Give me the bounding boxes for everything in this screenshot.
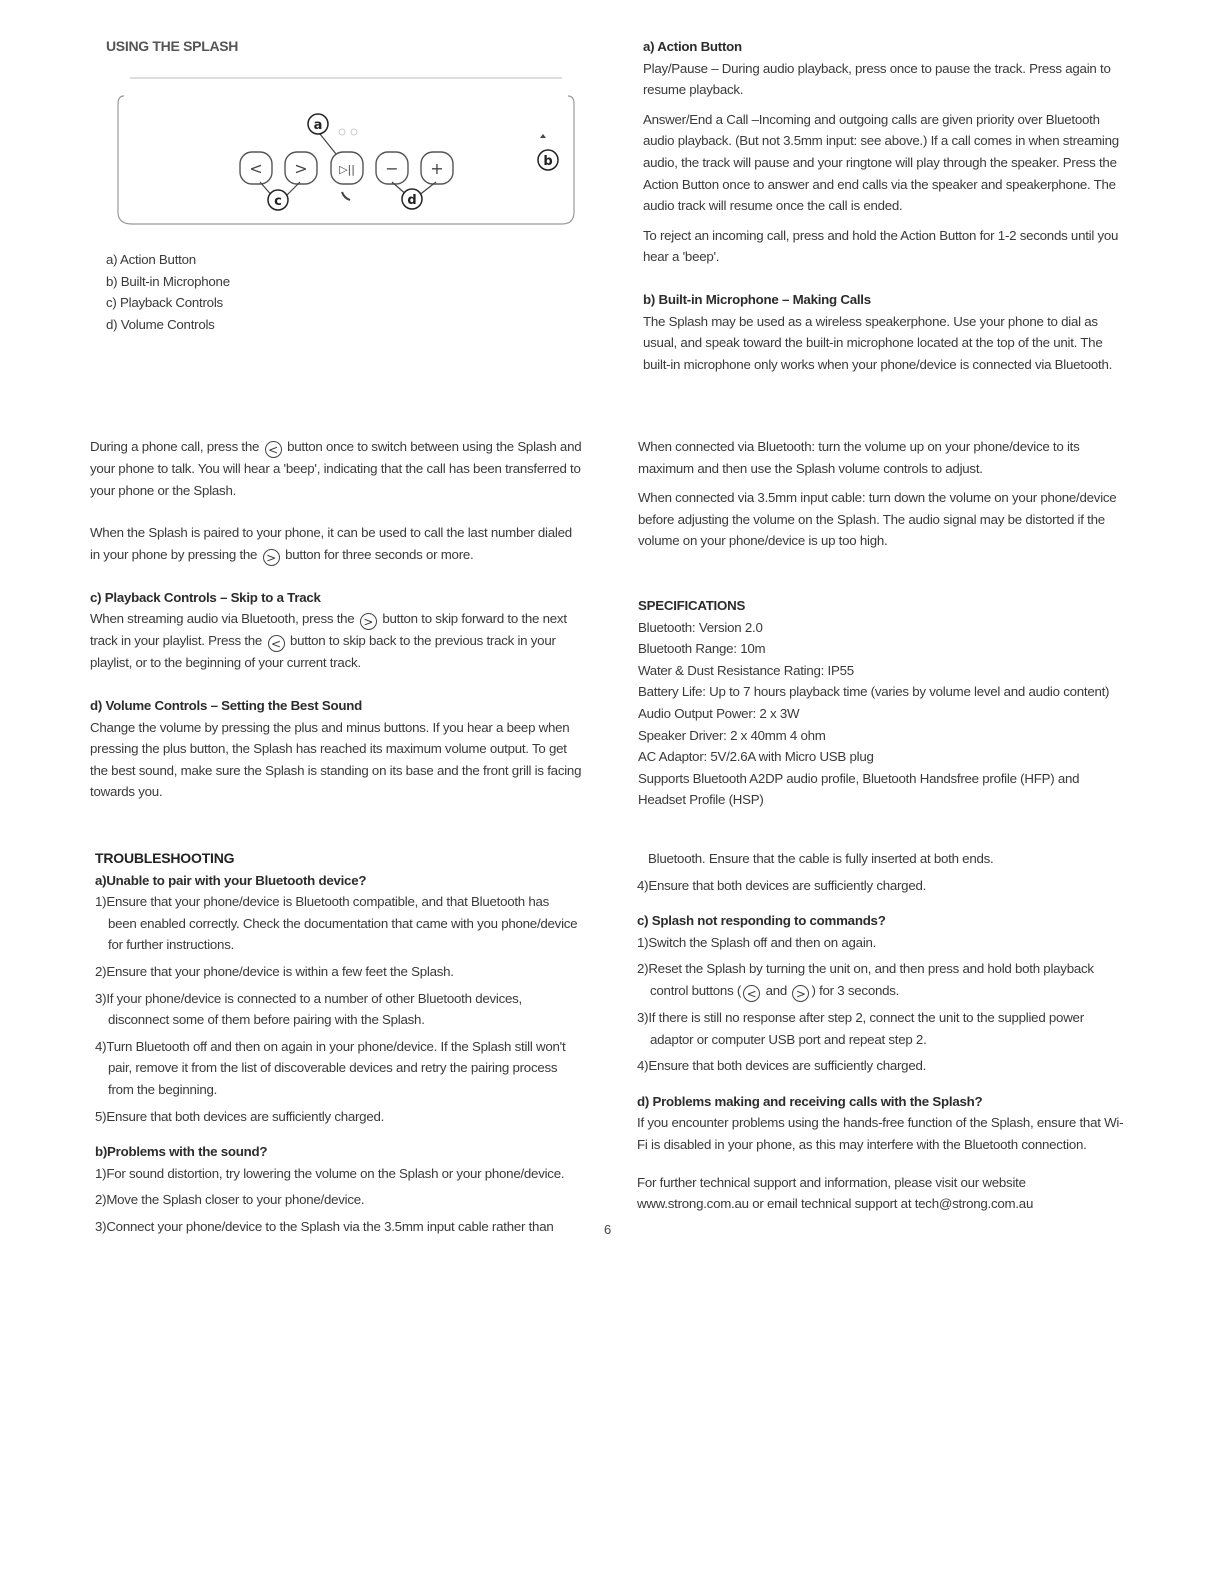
call-switch-text: During a phone call, press the < button once to switch between using the Splash and your phone to talk. You will hear a 'beep', indicating that the call has been transferred to your phone or the Splash. (90, 439, 582, 498)
calls-text: If you encounter problems using the hands-free function of the Splash, ensure that Wi-Fi is disabled in your phone, as this may interfere with the Bluetooth connection. (637, 1115, 1124, 1152)
call-section (90, 436, 582, 803)
list-item: 3)If your phone/device is connected to a number of other Bluetooth devices, disconnect some of them before pairing with the Splash. (95, 990, 522, 1028)
bluetooth-volume-text: When connected via Bluetooth: turn the volume up on your phone/device to its maximum and then use the Splash volume controls to adjust. (638, 439, 1080, 476)
page-number: 6 (604, 1222, 612, 1237)
svg-text:>: > (294, 159, 308, 178)
list-item: 2)Ensure that your phone/device is within a few feet the Splash. (95, 963, 454, 979)
commands-heading: c) Splash not responding to commands? (637, 913, 886, 929)
legend-item: d) Volume Controls (106, 316, 215, 332)
spec-item: Bluetooth: Version 2.0 (638, 619, 763, 635)
page-title: USING THE SPLASH (106, 38, 239, 54)
svg-text:+: + (430, 159, 444, 178)
play-pause-text: Play/Pause – During audio playback, press once to pause the track. Press again to resume playback. (643, 60, 1111, 98)
action-button-heading: a) Action Button (643, 39, 742, 54)
troubleshooting-left (95, 848, 580, 1238)
phone-icon (342, 192, 350, 200)
svg-text:d: d (407, 193, 417, 208)
list-item: 2)Reset the Splash by turning the unit on, and then press and hold both playback control buttons ( < and > ) for 3 seconds. (637, 961, 1094, 1001)
spec-item: Bluetooth Range: 10m (638, 641, 766, 657)
list-item-continued: Bluetooth. Ensure that the cable is fully inserted at both ends. (648, 851, 994, 866)
list-item: 4)Turn Bluetooth off and then on again in your phone/device. If the Splash still won't pair, remove it from the list of discoverable devices and retry the pairing process from the beginning. (95, 1038, 566, 1097)
specifications (638, 595, 1128, 811)
microphone-heading: b) Built-in Microphone – Making Calls (643, 291, 871, 307)
svg-text:a: a (313, 118, 323, 133)
microphone-icon (540, 134, 546, 138)
list-item: 3)Connect your phone/device to the Splash via the 3.5mm input cable rather than (95, 1218, 554, 1234)
spec-item: Audio Output Power: 2 x 3W (638, 705, 800, 721)
svg-text:<: < (249, 159, 263, 178)
list-item: 1)For sound distortion, try lowering the volume on the Splash or your phone/device. (95, 1165, 565, 1181)
reject-call-text: To reject an incoming call, press and hold the Action Button for 1-2 seconds until you hear a 'beep'. (643, 227, 1119, 265)
redial-text: When the Splash is paired to your phone, it can be used to call the last number dialed in your phone by pressing the > button for three seconds or more. (90, 525, 572, 565)
next-button-icon: > (792, 985, 809, 1002)
list-item: 5)Ensure that both devices are sufficiently charged. (95, 1108, 385, 1124)
troubleshooting-heading: TROUBLESHOOTING (95, 850, 235, 866)
svg-text:−: − (385, 159, 399, 178)
microphone-text: The Splash may be used as a wireless speakerphone. Use your phone to dial as usual, and speak toward the built-in microphone located at the top of the unit. The built-in microphone only works when your phone/device is connected via Bluetooth. (643, 313, 1113, 372)
spec-item: AC Adaptor: 5V/2.6A with Micro USB plug (638, 749, 874, 765)
next-button-icon (285, 152, 317, 184)
prev-button-icon: < (268, 635, 285, 652)
next-button-icon: > (360, 613, 377, 630)
volume-heading: d) Volume Controls – Setting the Best Sound (90, 697, 362, 713)
spec-item: Speaker Driver: 2 x 40mm 4 ohm (638, 727, 826, 743)
callout-c (268, 190, 288, 210)
list-item: 4)Ensure that both devices are sufficiently charged. (637, 1058, 927, 1074)
volume-up-button-icon (421, 152, 453, 184)
svg-text:▷||: ▷|| (339, 163, 355, 176)
legend-item: c) Playback Controls (106, 295, 223, 311)
callout-d (402, 189, 422, 209)
svg-text:c: c (274, 194, 282, 209)
legend-item: a) Action Button (106, 252, 196, 267)
prev-button-icon: < (743, 985, 760, 1002)
prev-button-icon: < (265, 441, 282, 458)
volume-text: Change the volume by pressing the plus and minus buttons. If you hear a beep when pressing the plus button, the Splash has reached its maximum volume output. To get the best sound, make sure the Splash is standing on its base and the front grill is facing towards you. (90, 719, 582, 800)
calls-heading: d) Problems making and receiving calls with the Splash? (637, 1093, 983, 1109)
prev-button-icon (240, 152, 272, 184)
diagram-legend (106, 249, 406, 335)
answer-call-text: Answer/End a Call –Incoming and outgoing calls are given priority over Bluetooth audio playback. (But not 3.5mm input: see above.) If a call comes in when streaming audio, the track will pause and your ringtone will play through the speaker. Press the Action Button once to answer and end calls via the speaker and speakerphone. The audio track will resume once the call is ended. (643, 111, 1119, 214)
list-item: 2)Move the Splash closer to your phone/device. (95, 1192, 365, 1208)
spec-item: Battery Life: Up to 7 hours playback time (varies by volume level and audio content) (638, 684, 1110, 700)
list-item: 3)If there is still no response after step 2, connect the unit to the supplied power adaptor or computer USB port and repeat step 2. (637, 1009, 1084, 1047)
legend-item: b) Built-in Microphone (106, 273, 230, 289)
volume-notes (638, 436, 1128, 552)
troubleshooting-right (637, 848, 1127, 1215)
control-panel-diagram (110, 72, 590, 234)
list-item: 1)Ensure that your phone/device is Bluetooth compatible, and that Bluetooth has been enabled correctly. Check the documentation that came with you phone/device for further instructions. (95, 894, 578, 953)
spec-item: Supports Bluetooth A2DP audio profile, Bluetooth Handsfree profile (HFP) and Headset Profile (HSP) (638, 770, 1080, 808)
sound-heading: b)Problems with the sound? (95, 1144, 268, 1160)
next-button-icon: > (263, 549, 280, 566)
list-item: 1)Switch the Splash off and then on again. (637, 934, 877, 950)
spec-item: Water & Dust Resistance Rating: IP55 (638, 662, 854, 678)
playback-heading: c) Playback Controls – Skip to a Track (90, 589, 321, 605)
pairing-heading: a)Unable to pair with your Bluetooth device? (95, 872, 367, 888)
svg-text:b: b (543, 154, 553, 169)
action-button-section (643, 36, 1128, 375)
cable-volume-text: When connected via 3.5mm input cable: turn down the volume on your phone/device before adjusting the volume on the Splash. The audio signal may be distorted if the volume on your phone/device is up too high. (638, 490, 1117, 549)
support-text: For further technical support and information, please visit our website www.strong.com.au or email technical support at tech@strong.com.au (637, 1174, 1034, 1212)
callout-a (308, 114, 328, 134)
volume-down-button-icon (376, 152, 408, 184)
list-item: 4)Ensure that both devices are sufficiently charged. (637, 877, 927, 893)
callout-b (538, 150, 558, 170)
play-pause-button-icon (331, 152, 363, 184)
specifications-heading: SPECIFICATIONS (638, 598, 746, 613)
playback-text: When streaming audio via Bluetooth, press the > button to skip forward to the next track in your playlist. Press the < button to skip back to the previous track in your playlist, or to the beginning of your current track. (90, 611, 567, 671)
